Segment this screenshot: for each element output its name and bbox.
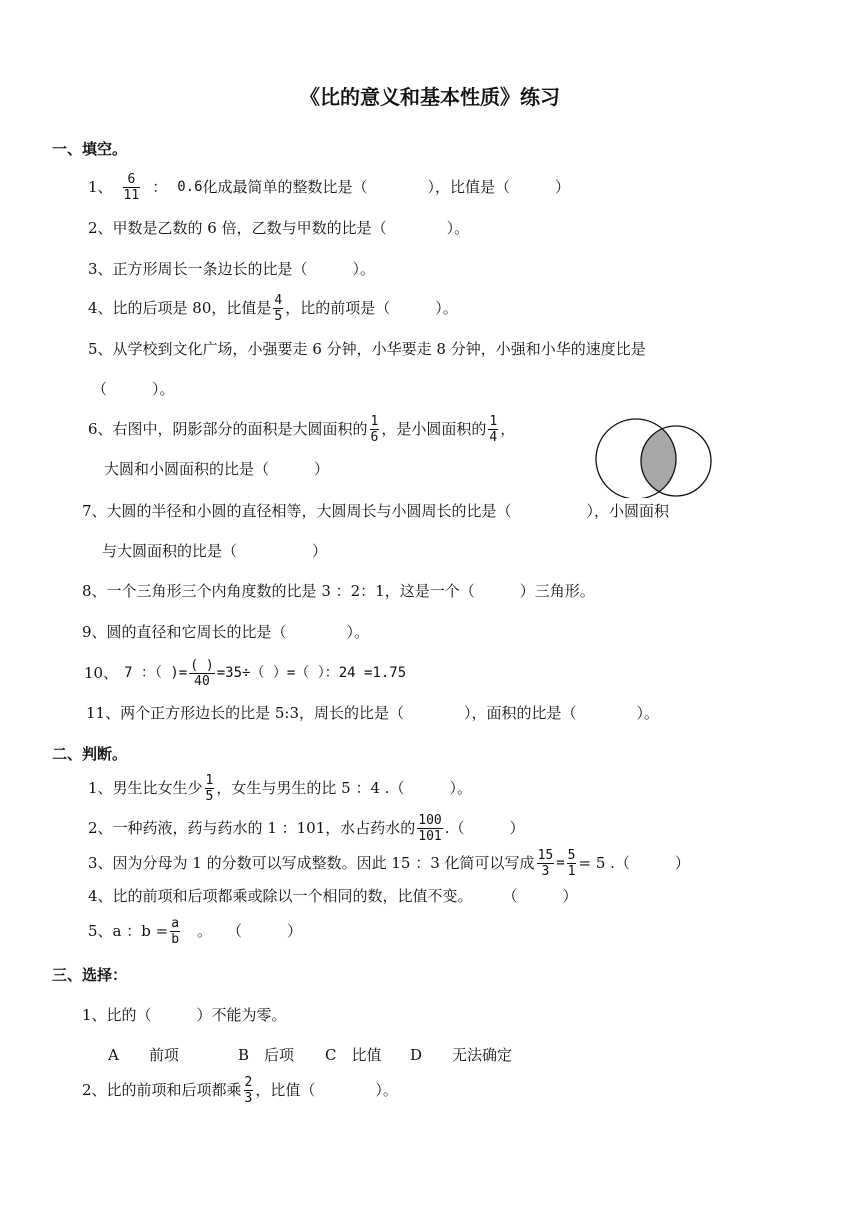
s3-q1-option-b: B 后项 [238,1046,295,1064]
s1-q7-line2: 与大圆面积的比是（ ） [102,542,328,560]
s1-q6-line2: 大圆和小圆面积的比是（ ） [104,460,330,478]
s1-q5-line1: 5、从学校到文化广场，小强要走 6 分钟，小华要走 8 分钟，小强和小华的速度比是 [88,340,646,358]
s1-q7-line1: 7、大圆的半径和小圆的直径相等，大圆周长与小圆周长的比是（ ），小圆面积 [82,502,670,520]
s2-q3: 3、因为分母为 1 的分数可以写成整数。因此 15 ：3 化简可以写成 $\frac{15}{3}$ = $\frac{5}{1}$ = 5 .（ ） [88,847,690,879]
s1-q8: 8、一个三角形三个内角度数的比是 3 ：2：1，这是一个（ ）三角形。 [82,582,595,600]
two-circles-diagram [590,418,715,498]
s1-q3: 3、正方形周长一条边长的比是（ ）。 [88,260,376,278]
s3-q2: 2、比的前项和后项都乘 $\frac{2}{3}$ ，比值（ ）。 [82,1074,398,1106]
s1-q10: 10、 7 ：（ )= $\frac{( )}{40}$ =35÷（ ）=（ ）：24 =1.75 [84,657,407,689]
s1-q5-line2: （ ）。 [92,380,175,398]
s1-q6: 6、右图中，阴影部分的面积是大圆面积的 $\frac{1}{6}$ ，是小圆面积的 $\frac{1}{4}$ ， [88,413,516,445]
section-1-heading: 一、填空。 [52,140,128,158]
s1-q1: 1、 $\frac{6}{11}$ ： 0.6 化成最简单的整数比是（ ），比值是（ ） [88,171,571,203]
s1-q4: 4、比的后项是 80，比值是 $\frac{4}{5}$ ，比的前项是（ ）。 [88,292,458,324]
s3-q1-option-c: C 比值 [325,1046,382,1064]
s1-q9: 9、圆的直径和它周长的比是（ ）。 [82,623,370,641]
section-3-heading: 三、选择： [52,966,128,984]
s1-q11: 11、两个正方形边长的比是 5:3，周长的比是（ ），面积的比是（ ）。 [86,704,659,722]
s3-q1: 1、比的（ ）不能为零。 [82,1006,287,1024]
s2-q1: 1、男生比女生少 $\frac{1}{5}$ ，女生与男生的比 5 ：4 .（ ）。 [88,772,473,804]
s2-q2: 2、一种药液，药与药水的 1 ：101，水占药水的 $\frac{100}{101}$ .（ ） [88,812,525,844]
s3-q1-option-a: A 前项 [108,1046,179,1064]
section-2-heading: 二、判断。 [52,745,128,763]
s3-q1-option-d: D 无法确定 [410,1046,513,1064]
s1-q2: 2、甲数是乙数的 6 倍，乙数与甲数的比是（ ）。 [88,219,470,237]
page-title: 《比的意义和基本性质》练习 [300,85,560,109]
s2-q4: 4、比的前项和后项都乘或除以一个相同的数，比值不变。 （ ） [88,887,578,905]
s2-q5: 5、a ：b = $\frac{a}{b}$ 。 （ ） [88,915,303,947]
